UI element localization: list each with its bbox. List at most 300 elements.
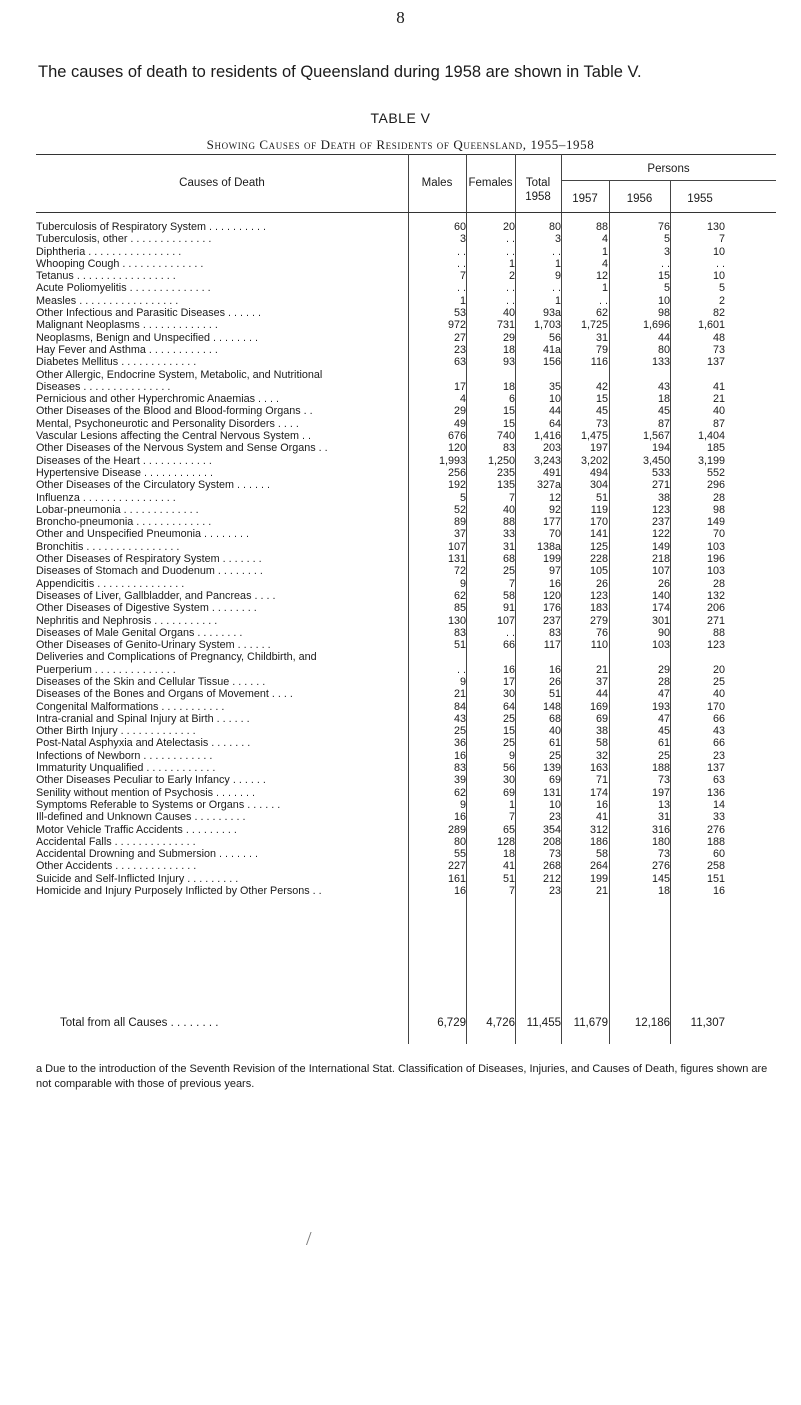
persons-1956-cell: . .: [661, 257, 670, 270]
females-cell: 83: [502, 442, 515, 455]
total-1958-cell: 23: [548, 885, 561, 898]
cause-cell: Nephritis and Nephrosis . . . . . . . . . . .: [36, 614, 218, 627]
males-cell: 4: [459, 393, 466, 406]
persons-1955-cell: 20: [712, 663, 725, 676]
cause-cell: Diseases of Liver, Gallbladder, and Pancreas . . . .: [36, 589, 276, 602]
persons-1956-cell: 43: [657, 380, 670, 393]
persons-1955-cell: 98: [712, 503, 725, 516]
stray-mark: /: [306, 1228, 312, 1250]
header-total-year: 1958: [525, 191, 551, 203]
table-row: [0, 787, 801, 799]
total-1958-cell: 177: [542, 516, 561, 529]
cause-cell: Bronchitis . . . . . . . . . . . . . . . .: [36, 540, 180, 553]
persons-1957-cell: 79: [595, 343, 608, 356]
cause-cell: Accidental Drowning and Submersion . . . . . . .: [36, 848, 259, 861]
females-cell: 15: [502, 725, 515, 738]
persons-1955-cell: 73: [712, 343, 725, 356]
persons-1955-cell: 10: [712, 270, 725, 283]
table-row: [0, 553, 801, 565]
persons-1956-cell: 26: [657, 577, 670, 590]
persons-1956-cell: 25: [657, 749, 670, 762]
females-cell: 91: [502, 602, 515, 615]
total-1958-cell: 25: [548, 749, 561, 762]
males-cell: 7: [459, 270, 466, 283]
persons-1957-cell: 69: [595, 712, 608, 725]
females-cell: 2: [508, 270, 515, 283]
cause-cell: Infections of Newborn . . . . . . . . . . . .: [36, 749, 213, 762]
table-row: [0, 369, 801, 381]
table-row: [0, 627, 801, 639]
total-1958-cell: 327a: [536, 479, 561, 492]
table-row: [0, 492, 801, 504]
persons-1956-cell: 533: [651, 466, 670, 479]
persons-1956-cell: 5: [663, 282, 670, 295]
total-males: 6,729: [437, 1017, 466, 1029]
persons-1957-cell: 3,202: [580, 454, 608, 467]
total-1958-cell: 83: [548, 626, 561, 639]
persons-1955-cell: 40: [712, 688, 725, 701]
males-cell: 131: [447, 553, 466, 566]
persons-1955-cell: 103: [706, 540, 725, 553]
males-cell: 80: [453, 835, 466, 848]
total-1958-cell: 10: [548, 393, 561, 406]
total-1958-cell: 148: [542, 700, 561, 713]
persons-1956-cell: 10: [657, 294, 670, 307]
persons-1956-cell: 197: [651, 786, 670, 799]
total-1958-cell: 92: [548, 503, 561, 516]
table-row: [0, 528, 801, 540]
total-1958-cell: 10: [548, 798, 561, 811]
total-1958: 11,455: [526, 1017, 561, 1029]
cause-cell: Acute Poliomyelitis . . . . . . . . . . . . . .: [36, 282, 211, 295]
total-1958-cell: 131: [542, 786, 561, 799]
persons-1957-cell: 116: [590, 356, 608, 369]
females-cell: 25: [502, 565, 515, 578]
cause-cell: Suicide and Self-Inflicted Injury . . . . . . . . .: [36, 872, 239, 885]
persons-1956-cell: 276: [651, 860, 670, 873]
persons-1955-cell: 88: [712, 626, 725, 639]
persons-1956-cell: 123: [651, 503, 670, 516]
table-row: [0, 885, 801, 897]
persons-1955-cell: 14: [712, 798, 725, 811]
females-cell: 7: [508, 885, 515, 898]
cause-cell: Intra-cranial and Spinal Injury at Birth . . . . . .: [36, 712, 250, 725]
header-1955: 1955: [687, 193, 713, 205]
total-1958-cell: 61: [548, 737, 561, 750]
males-cell: 161: [447, 872, 466, 885]
persons-1956-cell: 180: [651, 835, 670, 848]
females-cell: 235: [496, 466, 515, 479]
table-row: [0, 737, 801, 749]
table-label: TABLE V: [370, 110, 431, 126]
cause-cell: Congenital Malformations . . . . . . . . . . .: [36, 700, 225, 713]
table-row: [0, 639, 801, 651]
persons-1955-cell: 82: [712, 307, 725, 320]
table-row: [0, 565, 801, 577]
total-1958-cell: 70: [548, 528, 561, 541]
persons-1955-cell: . .: [716, 257, 725, 270]
cause-cell: Tuberculosis, other . . . . . . . . . . . . . .: [36, 233, 212, 246]
persons-1956-cell: 193: [651, 700, 670, 713]
total-1958-cell: 40: [548, 725, 561, 738]
total-1958-cell: 3: [554, 233, 561, 246]
table-row: [0, 799, 801, 811]
persons-1955-cell: 5: [718, 282, 725, 295]
males-cell: 9: [459, 798, 466, 811]
cause-cell: Appendicitis . . . . . . . . . . . . . . .: [36, 577, 185, 590]
page-number: 8: [396, 8, 405, 27]
cause-cell: Vascular Lesions affecting the Central Nervous System . .: [36, 430, 312, 443]
cause-cell: Diseases of the Bones and Organs of Movement . . . .: [36, 688, 293, 701]
header-females: Females: [468, 177, 513, 189]
total-1955: 11,307: [690, 1017, 725, 1029]
cause-cell: Other Infectious and Parasitic Diseases . . . . . .: [36, 307, 262, 320]
table-row: [0, 836, 801, 848]
cause-cell: Diseases of Male Genital Organs . . . . . . . .: [36, 626, 243, 639]
persons-1955-cell: 41: [712, 380, 725, 393]
males-cell: 29: [453, 405, 466, 418]
table-row: [0, 270, 801, 282]
males-cell: 9: [459, 577, 466, 590]
males-cell: . .: [457, 663, 466, 676]
table-row: [0, 750, 801, 762]
persons-1957-cell: 228: [589, 553, 608, 566]
persons-1956-cell: 29: [657, 663, 670, 676]
header-1956: 1956: [626, 193, 653, 205]
cause-cell: Other Diseases of Digestive System . . . . . . . .: [36, 602, 257, 615]
table-row: [0, 774, 801, 786]
persons-1957-cell: 62: [595, 307, 608, 320]
males-cell: 49: [453, 417, 466, 430]
persons-1955-cell: 33: [712, 811, 725, 824]
males-cell: 972: [447, 319, 466, 332]
total-1958-cell: 73: [548, 848, 561, 861]
persons-1956-cell: 47: [657, 712, 670, 725]
females-cell: 7: [508, 811, 515, 824]
persons-1957-cell: 4: [601, 257, 608, 270]
cause-cell: Other Diseases Peculiar to Early Infancy . . . . . .: [36, 774, 266, 787]
cause-cell: Tetanus . . . . . . . . . . . . . . . . .: [36, 270, 176, 283]
persons-1955-cell: 28: [712, 577, 725, 590]
table-row: [0, 651, 801, 663]
total-1958-cell: 68: [548, 712, 561, 725]
persons-1957-cell: 1,725: [580, 319, 608, 332]
persons-1955-cell: 1,601: [697, 319, 725, 332]
persons-1955-cell: 170: [706, 700, 725, 713]
females-cell: 9: [508, 749, 515, 762]
header-total: Total: [525, 177, 551, 189]
males-cell: 227: [447, 860, 466, 873]
persons-1955-cell: 149: [706, 516, 725, 529]
header-persons: Persons: [647, 163, 690, 175]
females-cell: 7: [508, 577, 515, 590]
total-1958-cell: 139: [542, 762, 561, 775]
males-cell: 5: [459, 491, 466, 504]
persons-1956-cell: 87: [657, 417, 670, 430]
persons-1957-cell: 38: [595, 725, 608, 738]
persons-1956-cell: 122: [651, 528, 670, 541]
persons-1957-cell: 12: [595, 270, 608, 283]
persons-1955-cell: 123: [706, 639, 725, 652]
total-1958-cell: 212: [542, 872, 561, 885]
cause-cell: Homicide and Injury Purposely Inflicted by Other Persons . .: [36, 885, 322, 898]
cause-cell: Other Diseases of the Nervous System and Sense Organs . .: [36, 442, 328, 455]
males-cell: 63: [453, 356, 466, 369]
persons-1957-cell: 71: [595, 774, 608, 787]
females-cell: 56: [502, 762, 515, 775]
persons-1956-cell: 133: [651, 356, 670, 369]
total-1957: 11,679: [573, 1017, 608, 1029]
persons-1955-cell: 40: [712, 405, 725, 418]
persons-1956-cell: 44: [657, 331, 670, 344]
table-row: [0, 258, 801, 270]
males-cell: 9: [459, 675, 466, 688]
persons-1956-cell: 140: [651, 589, 670, 602]
total-1958-cell: 203: [542, 442, 561, 455]
persons-1956-cell: 237: [651, 516, 670, 529]
females-cell: . .: [506, 233, 515, 246]
males-cell: 36: [453, 737, 466, 750]
persons-1956-cell: 271: [651, 479, 670, 492]
cause-cell: Diabetes Mellitus . . . . . . . . . . . . .: [36, 356, 197, 369]
total-1958-cell: . .: [552, 245, 561, 258]
table-row: [0, 762, 801, 774]
total-1958-cell: 9: [554, 270, 561, 283]
table-row: [0, 319, 801, 331]
persons-1955-cell: 28: [712, 491, 725, 504]
cause-cell: Diseases of the Skin and Cellular Tissue . . . . . .: [36, 675, 266, 688]
persons-1957-cell: 141: [589, 528, 608, 541]
persons-1956-cell: 145: [651, 872, 670, 885]
females-cell: 7: [508, 491, 515, 504]
females-cell: 69: [502, 786, 515, 799]
females-cell: 41: [502, 860, 515, 873]
persons-1955-cell: 151: [706, 872, 725, 885]
header-causes: Causes of Death: [179, 177, 265, 189]
table-row: [0, 295, 801, 307]
persons-1957-cell: 123: [589, 589, 608, 602]
table-row: [0, 516, 801, 528]
persons-1955-cell: 43: [712, 725, 725, 738]
females-cell: 20: [502, 221, 515, 233]
persons-1956-cell: 73: [657, 774, 670, 787]
persons-1956-cell: 1,696: [642, 319, 670, 332]
table-row: [0, 430, 801, 442]
table-header-rule: [36, 212, 776, 213]
persons-1955-cell: 60: [712, 848, 725, 861]
females-cell: 68: [502, 553, 515, 566]
females-cell: 107: [496, 614, 515, 627]
persons-1955-cell: 185: [706, 442, 725, 455]
table-row: [0, 602, 801, 614]
total-1958-cell: 51: [548, 688, 561, 701]
table-row: [0, 332, 801, 344]
females-cell: . .: [506, 626, 515, 639]
persons-1955-cell: 132: [706, 589, 725, 602]
persons-1957-cell: 73: [595, 417, 608, 430]
persons-1957-cell: 119: [590, 503, 608, 516]
header-1957: 1957: [572, 193, 598, 205]
table-row: [0, 233, 801, 245]
cause-cell: Diseases of Stomach and Duodenum . . . . . . . .: [36, 565, 263, 578]
females-cell: 15: [502, 417, 515, 430]
persons-1955-cell: 66: [712, 712, 725, 725]
header-males: Males: [421, 177, 453, 189]
persons-1957-cell: 199: [589, 872, 608, 885]
persons-1957-cell: 37: [595, 675, 608, 688]
persons-1956-cell: 47: [657, 688, 670, 701]
persons-1956-cell: 1,567: [642, 430, 670, 443]
total-1958-cell: 1: [554, 294, 561, 307]
table-row: [0, 664, 801, 676]
cause-cell: Tuberculosis of Respiratory System . . . . . . . . . .: [36, 221, 267, 233]
intro-paragraph: The causes of death to residents of Queensland during 1958 are shown in Table V.: [38, 63, 642, 81]
persons-1957-cell: 32: [595, 749, 608, 762]
persons-1956-cell: 174: [651, 602, 670, 615]
table-row: [0, 860, 801, 872]
table-row: [0, 479, 801, 491]
persons-1955-cell: 137: [706, 356, 725, 369]
persons-1957-cell: 174: [589, 786, 608, 799]
persons-1956-cell: 98: [657, 307, 670, 320]
table-row: [0, 725, 801, 737]
total-1958-cell: 93a: [542, 307, 561, 320]
table-row: [0, 282, 801, 294]
males-cell: 676: [447, 430, 466, 443]
table-row: [0, 713, 801, 725]
females-cell: . .: [506, 245, 515, 258]
table-row: [0, 455, 801, 467]
cause-cell: Other Accidents . . . . . . . . . . . . . .: [36, 860, 197, 873]
females-cell: 1: [508, 257, 515, 270]
persons-1957-cell: 45: [595, 405, 608, 418]
persons-1957-cell: . .: [599, 294, 608, 307]
cause-cell: Accidental Falls . . . . . . . . . . . . . .: [36, 835, 196, 848]
cause-cell: Symptoms Referable to Systems or Organs . . . . . .: [36, 798, 281, 811]
total-1958-cell: 237: [542, 614, 561, 627]
persons-1956-cell: 107: [651, 565, 670, 578]
persons-1955-cell: 103: [706, 565, 725, 578]
cause-cell: Measles . . . . . . . . . . . . . . . . .: [36, 294, 179, 307]
persons-1956-cell: 38: [657, 491, 670, 504]
females-cell: 30: [502, 688, 515, 701]
males-cell: 51: [453, 639, 466, 652]
cause-cell: Senility without mention of Psychosis . . . . . . .: [36, 786, 256, 799]
females-cell: 58: [502, 589, 515, 602]
persons-1956-cell: 301: [651, 614, 670, 627]
persons-1956-cell: 61: [657, 737, 670, 750]
table-row: [0, 578, 801, 590]
females-cell: 40: [502, 503, 515, 516]
total-1958-cell: 138a: [536, 540, 561, 553]
table-row: [0, 676, 801, 688]
cause-cell: Immaturity Unqualified . . . . . . . . . . . .: [36, 762, 216, 775]
persons-1956-cell: 76: [657, 221, 670, 233]
males-cell: 21: [453, 688, 466, 701]
persons-1955-cell: 206: [706, 602, 725, 615]
persons-1957-cell: 88: [595, 221, 608, 233]
total-1958-cell: 208: [542, 835, 561, 848]
persons-1957-cell: 264: [589, 860, 608, 873]
table-row: [0, 467, 801, 479]
persons-1955-cell: 552: [706, 466, 725, 479]
persons-1957-cell: 312: [589, 823, 608, 836]
males-cell: 84: [453, 700, 466, 713]
cause-cell: Lobar-pneumonia . . . . . . . . . . . . .: [36, 503, 199, 516]
females-cell: 1,250: [487, 454, 515, 467]
persons-1957-cell: 163: [589, 762, 608, 775]
persons-1956-cell: 15: [657, 270, 670, 283]
females-cell: 25: [502, 712, 515, 725]
persons-1957-cell: 31: [595, 331, 608, 344]
females-cell: 93: [502, 356, 515, 369]
persons-1957-cell: 21: [595, 885, 608, 898]
total-1958-cell: 1,703: [533, 319, 561, 332]
total-1958-cell: 41a: [542, 343, 561, 356]
persons-1956-cell: 5: [663, 233, 670, 246]
cause-cell: Influenza . . . . . . . . . . . . . . . .: [36, 491, 176, 504]
males-cell: . .: [457, 257, 466, 270]
cause-cell: Other Allergic, Endocrine System, Metabolic, and Nutritional: [36, 368, 323, 381]
cause-cell: Other Diseases of the Blood and Blood-forming Organs . .: [36, 405, 313, 418]
persons-1957-cell: 41: [595, 811, 608, 824]
persons-1955-cell: 23: [712, 749, 725, 762]
total-1958-cell: 1: [554, 257, 561, 270]
cause-cell: Whooping Cough . . . . . . . . . . . . . .: [36, 257, 204, 270]
table-row: [0, 442, 801, 454]
persons-1956-cell: 90: [657, 626, 670, 639]
persons-1957-cell: 76: [595, 626, 608, 639]
cause-cell: Other Diseases of Genito-Urinary System . . . . . .: [36, 639, 271, 652]
females-cell: 66: [502, 639, 515, 652]
females-cell: 30: [502, 774, 515, 787]
persons-1957-cell: 125: [589, 540, 608, 553]
table-row: [0, 405, 801, 417]
table-row: [0, 811, 801, 823]
persons-1956-cell: 149: [651, 540, 670, 553]
persons-1957-cell: 51: [595, 491, 608, 504]
table-row: [0, 688, 801, 700]
females-cell: 64: [502, 700, 515, 713]
females-cell: 16: [502, 663, 515, 676]
males-cell: 53: [453, 307, 466, 320]
males-cell: 23: [453, 343, 466, 356]
persons-1957-cell: 1: [601, 282, 608, 295]
persons-1956-cell: 3,450: [642, 454, 670, 467]
females-cell: 31: [502, 540, 515, 553]
males-cell: 52: [453, 503, 466, 516]
persons-1957-cell: 15: [595, 393, 608, 406]
females-cell: 1: [508, 798, 515, 811]
total-row: [0, 1017, 801, 1031]
table-row: [0, 873, 801, 885]
table-row: [0, 848, 801, 860]
table-body: [0, 221, 801, 897]
persons-1956-cell: 28: [657, 675, 670, 688]
males-cell: 55: [453, 848, 466, 861]
persons-1955-cell: 3,199: [697, 454, 725, 467]
total-1958-cell: 3,243: [533, 454, 561, 467]
persons-1957-cell: 494: [589, 466, 608, 479]
females-cell: 17: [502, 675, 515, 688]
total-1958-cell: 120: [542, 589, 561, 602]
persons-1955-cell: 63: [712, 774, 725, 787]
table-row: [0, 504, 801, 516]
females-cell: 18: [502, 380, 515, 393]
total-1958-cell: 23: [548, 811, 561, 824]
total-1958-cell: 26: [548, 675, 561, 688]
persons-1955-cell: 1,404: [697, 430, 725, 443]
